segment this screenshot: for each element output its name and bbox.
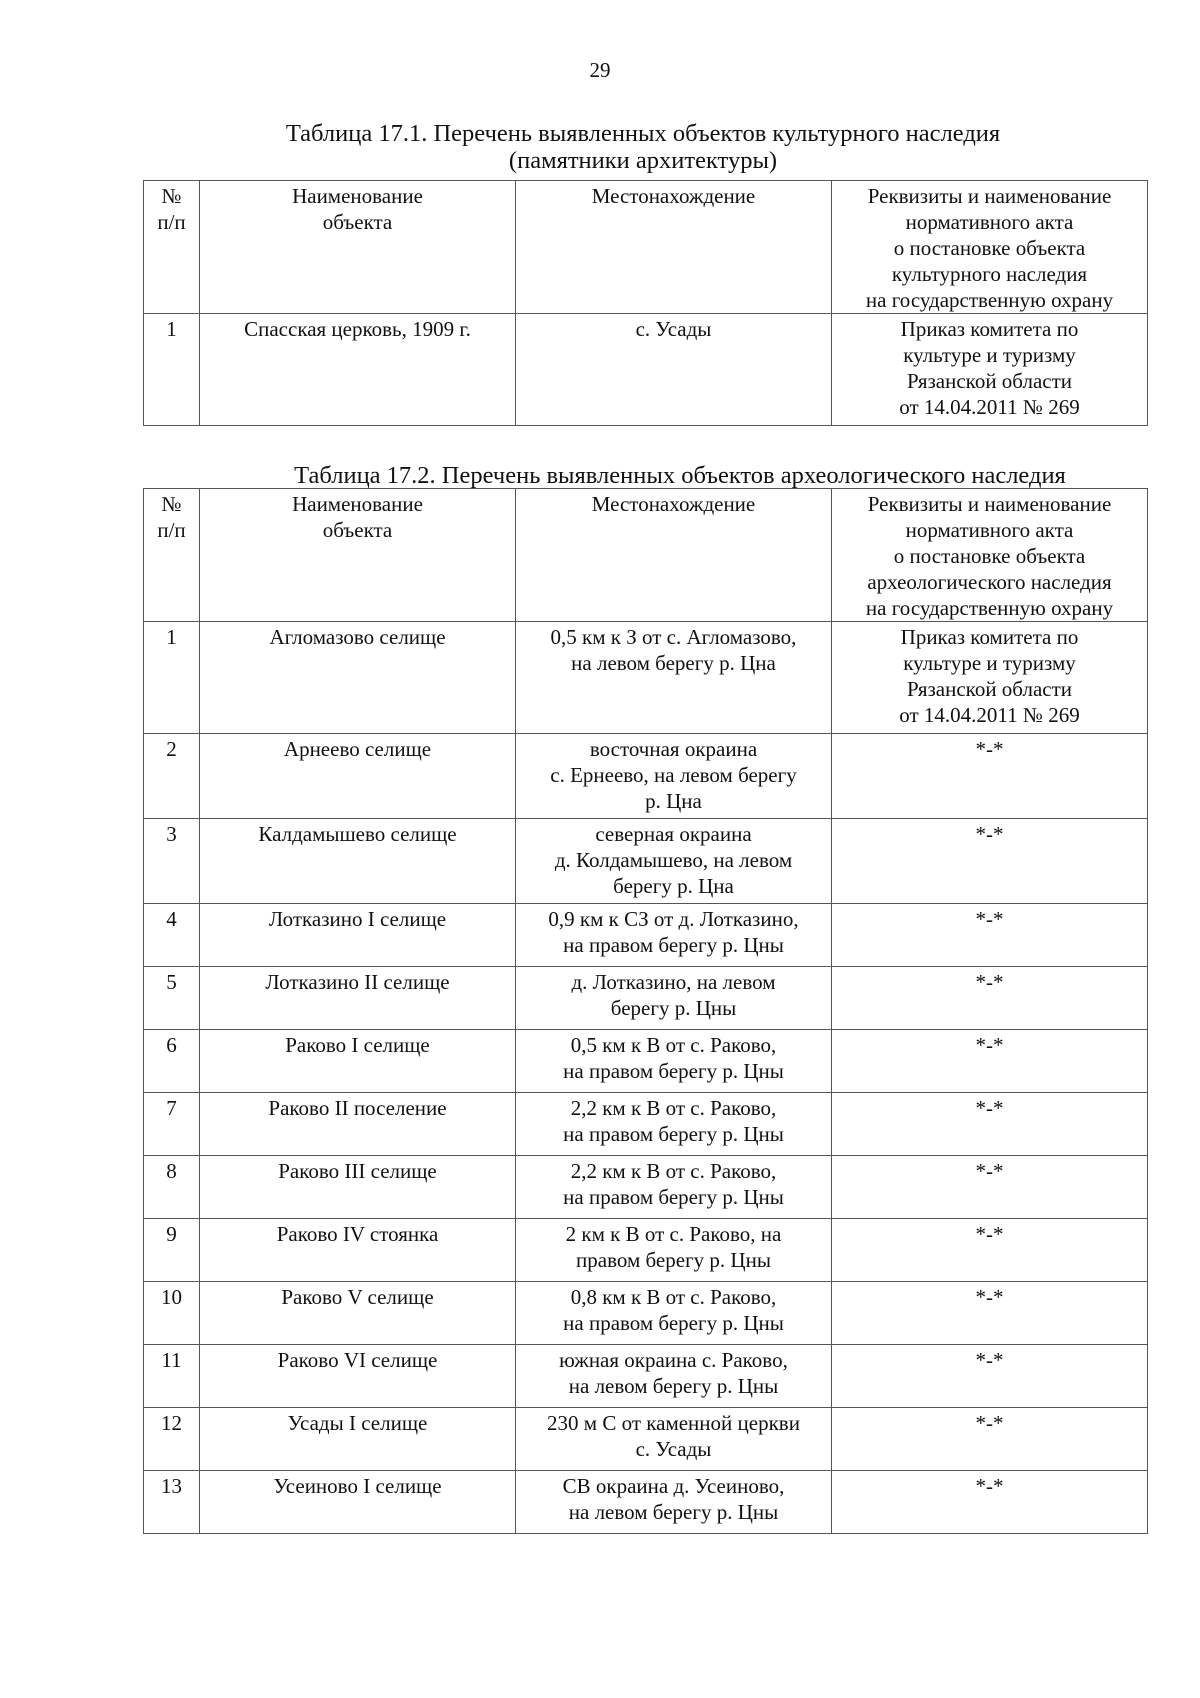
- cell-number: 13: [144, 1471, 200, 1534]
- table-row: [144, 1030, 1148, 1093]
- header-location: Местонахождение: [516, 181, 832, 314]
- cell-legal-act: Приказ комитета по культуре и туризму Рязанской области от 14.04.2011 № 269: [832, 622, 1148, 734]
- cell-location: восточная окраина с. Ернеево, на левом берегу р. Цна: [516, 734, 832, 819]
- cell-object-name: Раково VI селище: [200, 1345, 516, 1408]
- table-row: [144, 1282, 1148, 1345]
- cell-location: 0,8 км к В от с. Раково, на правом берегу р. Цны: [516, 1282, 832, 1345]
- cell-number: 6: [144, 1030, 200, 1093]
- cell-legal-act: *-*: [832, 1030, 1148, 1093]
- cell-number: 2: [144, 734, 200, 819]
- cell-location: 2,2 км к В от с. Раково, на правом берегу р. Цны: [516, 1156, 832, 1219]
- cell-location: 2,2 км к В от с. Раково, на правом берегу р. Цны: [516, 1093, 832, 1156]
- cell-object-name: Лотказино I селище: [200, 904, 516, 967]
- header-legal-act: Реквизиты и наименование нормативного акта о постановке объекта археологического наследия на государственную охрану: [832, 489, 1148, 622]
- table-1-caption: [143, 120, 1143, 174]
- cell-legal-act: *-*: [832, 1471, 1148, 1534]
- table-row: [144, 314, 1148, 426]
- cell-object-name: Усады I селище: [200, 1408, 516, 1471]
- table-row: [144, 1156, 1148, 1219]
- header-location: Местонахождение: [516, 489, 832, 622]
- cell-legal-act: *-*: [832, 904, 1148, 967]
- header-object-name: Наименование объекта: [200, 181, 516, 314]
- table-row: [144, 1408, 1148, 1471]
- cell-number: 1: [144, 314, 200, 426]
- cell-location: 0,5 км к З от с. Агломазово, на левом берегу р. Цна: [516, 622, 832, 734]
- table-row: [144, 1219, 1148, 1282]
- cell-legal-act: *-*: [832, 1282, 1148, 1345]
- cell-object-name: Раково II поселение: [200, 1093, 516, 1156]
- header-object-name: Наименование объекта: [200, 489, 516, 622]
- table-row: [144, 1471, 1148, 1534]
- cell-object-name: Лотказино II селище: [200, 967, 516, 1030]
- cell-legal-act: *-*: [832, 1345, 1148, 1408]
- table-row: [144, 1093, 1148, 1156]
- cell-legal-act: *-*: [832, 967, 1148, 1030]
- table-1-caption-line-1: Таблица 17.1. Перечень выявленных объектов культурного наследия: [285, 120, 1001, 147]
- header-number: № п/п: [144, 489, 200, 622]
- cell-object-name: Раково III селище: [200, 1156, 516, 1219]
- header-number: № п/п: [144, 181, 200, 314]
- cell-object-name: Раково I селище: [200, 1030, 516, 1093]
- cell-legal-act: *-*: [832, 734, 1148, 819]
- cell-legal-act: *-*: [832, 1093, 1148, 1156]
- cell-object-name: Раково IV стоянка: [200, 1219, 516, 1282]
- cell-number: 1: [144, 622, 200, 734]
- cell-number: 12: [144, 1408, 200, 1471]
- cell-number: 7: [144, 1093, 200, 1156]
- cell-number: 9: [144, 1219, 200, 1282]
- cell-legal-act: Приказ комитета по культуре и туризму Рязанской области от 14.04.2011 № 269: [832, 314, 1148, 426]
- header-legal-act: Реквизиты и наименование нормативного акта о постановке объекта культурного наследия на государственную охрану: [832, 181, 1148, 314]
- cell-location: 230 м С от каменной церкви с. Усады: [516, 1408, 832, 1471]
- table-row: [144, 734, 1148, 819]
- table-1-caption-line-2: (памятники архитектуры): [508, 147, 778, 174]
- table-header-row: [144, 181, 1148, 314]
- cell-location: СВ окраина д. Усеиново, на левом берегу р. Цны: [516, 1471, 832, 1534]
- cell-object-name: Арнеево селище: [200, 734, 516, 819]
- cell-number: 10: [144, 1282, 200, 1345]
- cell-location: 0,9 км к СЗ от д. Лотказино, на правом берегу р. Цны: [516, 904, 832, 967]
- table-header-row: [144, 489, 1148, 622]
- page-number: 29: [589, 58, 611, 82]
- table-row: [144, 1345, 1148, 1408]
- table-2-caption: Таблица 17.2. Перечень выявленных объектов археологического наследия: [294, 462, 1066, 489]
- cell-location: южная окраина с. Раково, на левом берегу р. Цны: [516, 1345, 832, 1408]
- cell-number: 4: [144, 904, 200, 967]
- table-row: [144, 819, 1148, 904]
- cell-object-name: Агломазово селище: [200, 622, 516, 734]
- cell-location: 2 км к В от с. Раково, на правом берегу р. Цны: [516, 1219, 832, 1282]
- cell-location: д. Лотказино, на левом берегу р. Цны: [516, 967, 832, 1030]
- table-archaeological-heritage: [143, 488, 1148, 1534]
- table-row: [144, 967, 1148, 1030]
- table-cultural-heritage-architecture: [143, 180, 1148, 426]
- cell-location: с. Усады: [516, 314, 832, 426]
- cell-object-name: Раково V селище: [200, 1282, 516, 1345]
- cell-object-name: Спасская церковь, 1909 г.: [200, 314, 516, 426]
- cell-location: северная окраина д. Колдамышево, на левом берегу р. Цна: [516, 819, 832, 904]
- cell-legal-act: *-*: [832, 1156, 1148, 1219]
- cell-legal-act: *-*: [832, 1408, 1148, 1471]
- cell-legal-act: *-*: [832, 1219, 1148, 1282]
- cell-location: 0,5 км к В от с. Раково, на правом берегу р. Цны: [516, 1030, 832, 1093]
- table-row: [144, 904, 1148, 967]
- cell-number: 3: [144, 819, 200, 904]
- cell-legal-act: *-*: [832, 819, 1148, 904]
- cell-number: 5: [144, 967, 200, 1030]
- cell-object-name: Калдамышево селище: [200, 819, 516, 904]
- cell-number: 11: [144, 1345, 200, 1408]
- cell-number: 8: [144, 1156, 200, 1219]
- table-row: [144, 622, 1148, 734]
- cell-object-name: Усеиново I селище: [200, 1471, 516, 1534]
